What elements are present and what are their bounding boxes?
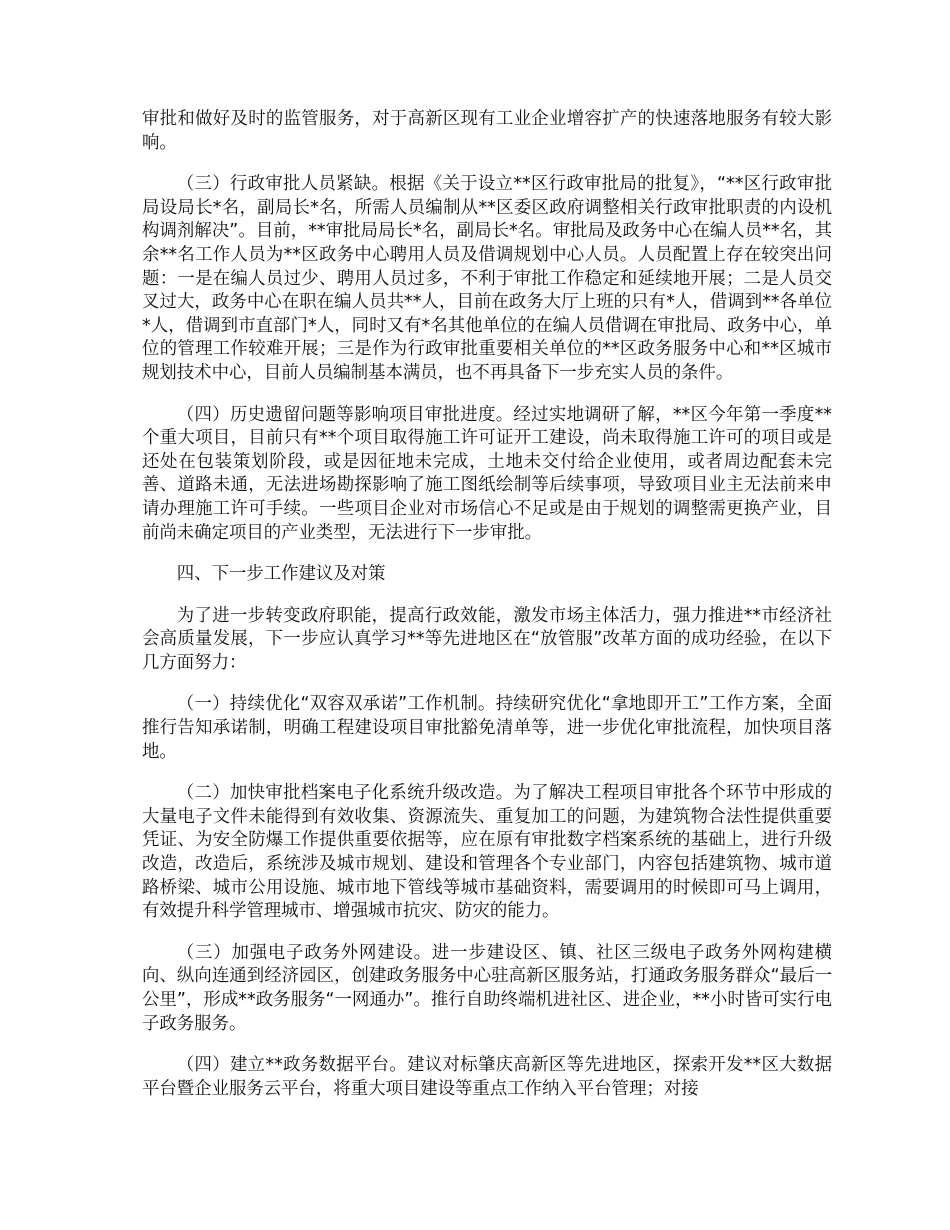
paragraph-intro: 为了进一步转变政府职能，提高行政效能，激发市场主体活力，强力推进**市经济社会高质量发展，下一步应认真学习**等先进地区在“放管服”改革方面的成功经验，在以下几方面努力： [142,605,832,673]
paragraph-staff-shortage: （三）行政审批人员紧缺。根据《关于设立**区行政审批局的批复》，“**区行政审批局设局长*名，副局长*名，所需人员编制从**区委区政府调整相关行政审批职责的内设机构调剂解决”。目前，**审批局局长*名，副局长*名。审批局及政务中心在编人员**名，其余**名工作人员为**区政务中心聘用人员及借调规划中心人员。人员配置上存在较突出问题：一是在编人员过少、聘用人员过多，不利于审批工作稳定和延续地开展；二是人员交叉过大，政务中心在职在编人员共**人，目前在政务大厅上班的只有*人，借调到**各单位*人，借调到市直部门*人，同时又有*名其他单位的在编人员借调在审批局、政务中心，单位的管理工作较难开展；三是作为行政审批重要相关单位的**区政务服务中心和**区城市规划技术中心，目前人员编制基本满员，也不再具备下一步充实人员的条件。 [142,174,832,383]
paragraph-measure-1: （一）持续优化“双容双承诺”工作机制。持续研究优化“拿地即开工”工作方案，全面推行告知承诺制，明确工程建设项目审批豁免清单等，进一步优化审批流程，加快项目落地。 [142,694,832,762]
paragraph-measure-4: （四）建立**政务数据平台。建议对标肇庆高新区等先进地区，探索开发**区大数据平台暨企业服务云平台，将重大项目建设等重点工作纳入平台管理；对接 [142,1055,832,1099]
paragraph-legacy-issues: （四）历史遗留问题等影响项目审批进度。经过实地调研了解，**区今年第一季度**个重大项目，目前只有**个项目取得施工许可证开工建设，尚未取得施工许可的项目或是还处在包装策划阶段，或是因征地未完成，土地未交付给企业使用，或者周边配套未完善、道路未通，无法进场勘探影响了施工图纸绘制等后续事项，导致项目业主无法前来申请办理施工许可手续。一些项目企业对市场信心不足或是由于规划的调整需更换产业，目前尚未确定项目的产业类型，无法进行下一步审批。 [142,404,832,543]
document-body [142,108,832,1119]
paragraph-measure-2: （二）加快审批档案电子化系统升级改造。为了解决工程项目审批各个环节中形成的大量电子文件未能得到有效收集、资源流失、重复加工的问题，为建筑物合法性提供重要凭证、为安全防爆工作提供重要依据等，应在原有审批数字档案系统的基础上，进行升级改造，改造后，系统涉及城市规划、建设和管理各个专业部门，内容包括建筑物、城市道路桥梁、城市公用设施、城市地下管线等城市基础资料，需要调用的时候即可马上调用，有效提升科学管理城市、增强城市抗灾、防灾的能力。 [142,783,832,922]
paragraph-measure-3: （三）加强电子政务外网建设。进一步建设区、镇、社区三级电子政务外网构建横向、纵向连通到经济园区，创建政务服务中心驻高新区服务站，打通政务服务群众“最后一公里”，形成**政务服务“一网通办”。推行自助终端机进社区、进企业，**小时皆可实行电子政务服务。 [142,942,832,1034]
section-heading-next-steps: 四、下一步工作建议及对策 [176,564,386,585]
paragraph-continuation: 审批和做好及时的监管服务，对于高新区现有工业企业增容扩产的快速落地服务有较大影响。 [142,109,832,153]
